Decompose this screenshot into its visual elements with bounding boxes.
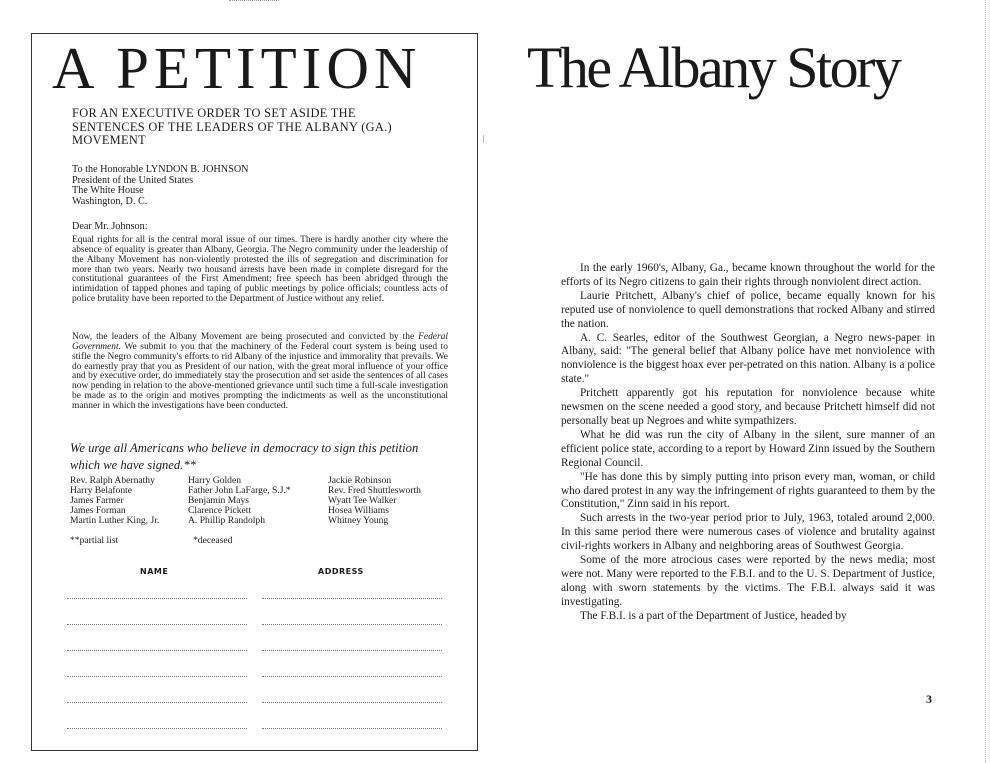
- signer-column: [328, 476, 421, 526]
- signer-name: Jackie Robinson: [328, 475, 392, 486]
- address-line: To the Honorable LYNDON B. JOHNSON: [72, 164, 249, 175]
- signer-name: Clarence Pickett: [188, 505, 252, 516]
- gutter-mark: [483, 135, 484, 143]
- story-paragraph: In the early 1960's, Albany, Ga., became known throughout the world for the efforts of its Negro citizens to gain their rights through nonviolent direct action.: [561, 262, 935, 288]
- petition-title: A PETITION: [52, 35, 422, 101]
- address-signature-line[interactable]: [262, 702, 442, 703]
- signer-column: [70, 476, 159, 526]
- story-paragraph: What he did was run the city of Albany in the silent, sure manner of an efficient police state, according to a report by Howard Zinn issued by the Southern Regional Council.: [561, 428, 935, 469]
- signer-name: Father John LaFarge, S.J.*: [188, 485, 291, 496]
- address-line: The White House: [72, 185, 144, 197]
- story-title: The Albany Story: [527, 35, 900, 100]
- petition-panel: [31, 33, 478, 751]
- salutation: Dear Mr. Johnson:: [72, 221, 148, 232]
- address-line: Washington, D. C.: [72, 196, 148, 208]
- address-line: President of the United States: [72, 174, 194, 186]
- page-number: 3: [926, 692, 932, 706]
- story-paragraph: Such arrests in the two-year period prior to July, 1963, totaled around 2,000. In this same period there were numerous cases of violence and brutality against civil-rights workers in Albany and neighboring areas of Southwest Georgia.: [561, 512, 935, 553]
- name-signature-line[interactable]: [67, 598, 247, 599]
- petition-subtitle: FOR AN EXECUTIVE ORDER TO SET ASIDE THE SENTENCES OF THE LEADERS OF THE ALBANY (GA.) MOVEMENT: [72, 106, 392, 147]
- signer-name: Rev. Ralph Abernathy: [70, 475, 155, 486]
- signer-name: Rev. Fred Shuttlesworth: [328, 485, 421, 496]
- page-edge: [985, 0, 987, 763]
- signer-name: Hosea Williams: [328, 505, 389, 516]
- story-paragraph: Some of the more atrocious cases were reported by the news media; most were not. Many were reported to the F.B.I. and to the U. S. Department of Justice, along with sworn statements by the victims. The F.B.I. always said it was investigating.: [561, 554, 935, 608]
- paragraph-2-text: We submit to you that the machinery of the Federal court system is being used to stifle the Negro community's efforts to rid Albany of the injustice and immorality that prevails. We do earnestly pray that you as President of our nation, with the great moral influence of your office and by executive order, do immediately stay the prosecution and set aside the sentences of all cases now pending in relation to the above-mentioned grievance until such time a full-scale investigation be made as to the origin and motives prompting the indictments as well as the unconstitutional manner in which the investigations have been conducted.: [72, 341, 448, 411]
- name-signature-line[interactable]: [67, 728, 247, 729]
- recipient-address: [72, 165, 249, 208]
- name-signature-line[interactable]: [67, 650, 247, 651]
- signer-name: James Forman: [70, 505, 126, 516]
- address-signature-line[interactable]: [262, 598, 442, 599]
- story-paragraph: A. C. Searles, editor of the Southwest Georgian, a Negro news-paper in Albany, said: "The general belief that Albany police have met nonviolence with nonviolence is the biggest hoax ever per-petrated on this nation. Albany is a police state.": [561, 331, 935, 386]
- name-signature-line[interactable]: [67, 702, 247, 703]
- signer-name: Whitney Young: [328, 515, 389, 526]
- signer-name: Harry Belafonte: [70, 485, 133, 496]
- address-signature-line[interactable]: [262, 650, 442, 651]
- story-paragraph: Pritchett apparently got his reputation for nonviolence because white newsmen on the scene needed a good story, and because Pritchett himself did not personally beat up Negroes and white sympathizers.: [561, 387, 935, 427]
- signer-name: Martin Luther King, Jr.: [70, 515, 160, 526]
- scan-artifact: [229, 0, 279, 2]
- address-signature-line[interactable]: [262, 624, 442, 625]
- paragraph-2-emphasis: Federal Government.: [72, 332, 448, 352]
- petition-paragraph-1: Equal rights for all is the central moral issue of our times. There is hardly another city where the absence of equality is greater than Albany, Georgia. The Negro community under the leadership of the Albany Movement has non-violently protested the ills of segregation and discrimination for more than two years. Nearly two housand arrests have been made in complete disregard for the constitutional guarantees of the First Amendment; free speech has been abridged through the intimidation of tapped phones and taping of public meetings by police officials; countless acts of police brutality have been reported to the Department of Justice without any relief.: [72, 235, 448, 305]
- partial-list-note: **partial list: [70, 535, 119, 546]
- address-signature-line[interactable]: [262, 728, 442, 729]
- signer-name: Benjamin Mays: [188, 495, 250, 506]
- name-signature-line[interactable]: [67, 624, 247, 625]
- address-column-header: ADDRESS: [318, 567, 364, 576]
- story-paragraph: "He has done this by simply putting into prison every man, woman, or child who dared protest in any way the infringement of rights guaranteed to them by the Constitution," Zinn said in his report.: [561, 470, 935, 511]
- signer-name: James Farmer: [70, 495, 124, 506]
- story-paragraph: Laurie Pritchett, Albany's chief of police, became equally known for his reputed use of nonviolence to quell demonstrations that rocked Albany and stirred the nation.: [561, 289, 935, 330]
- signer-name: Wyatt Tee Walker: [328, 495, 397, 506]
- address-signature-line[interactable]: [262, 676, 442, 677]
- signer-name: A. Phillip Randolph: [188, 515, 266, 526]
- call-to-sign: We urge all Americans who believe in democracy to sign this petition which we have signed.**: [70, 441, 419, 472]
- signer-name: Harry Golden: [188, 475, 242, 486]
- petition-paragraph-2: [72, 333, 448, 412]
- signer-column: [188, 476, 291, 526]
- story-body: [561, 262, 935, 624]
- name-column-header: NAME: [140, 567, 169, 576]
- deceased-note: *deceased: [193, 535, 233, 546]
- paragraph-2-text: Now, the leaders of the Albany Movement are being prosecuted and convicted by the: [72, 332, 419, 342]
- name-signature-line[interactable]: [67, 676, 247, 677]
- story-paragraph: The F.B.I. is a part of the Department of Justice, headed by: [580, 609, 847, 622]
